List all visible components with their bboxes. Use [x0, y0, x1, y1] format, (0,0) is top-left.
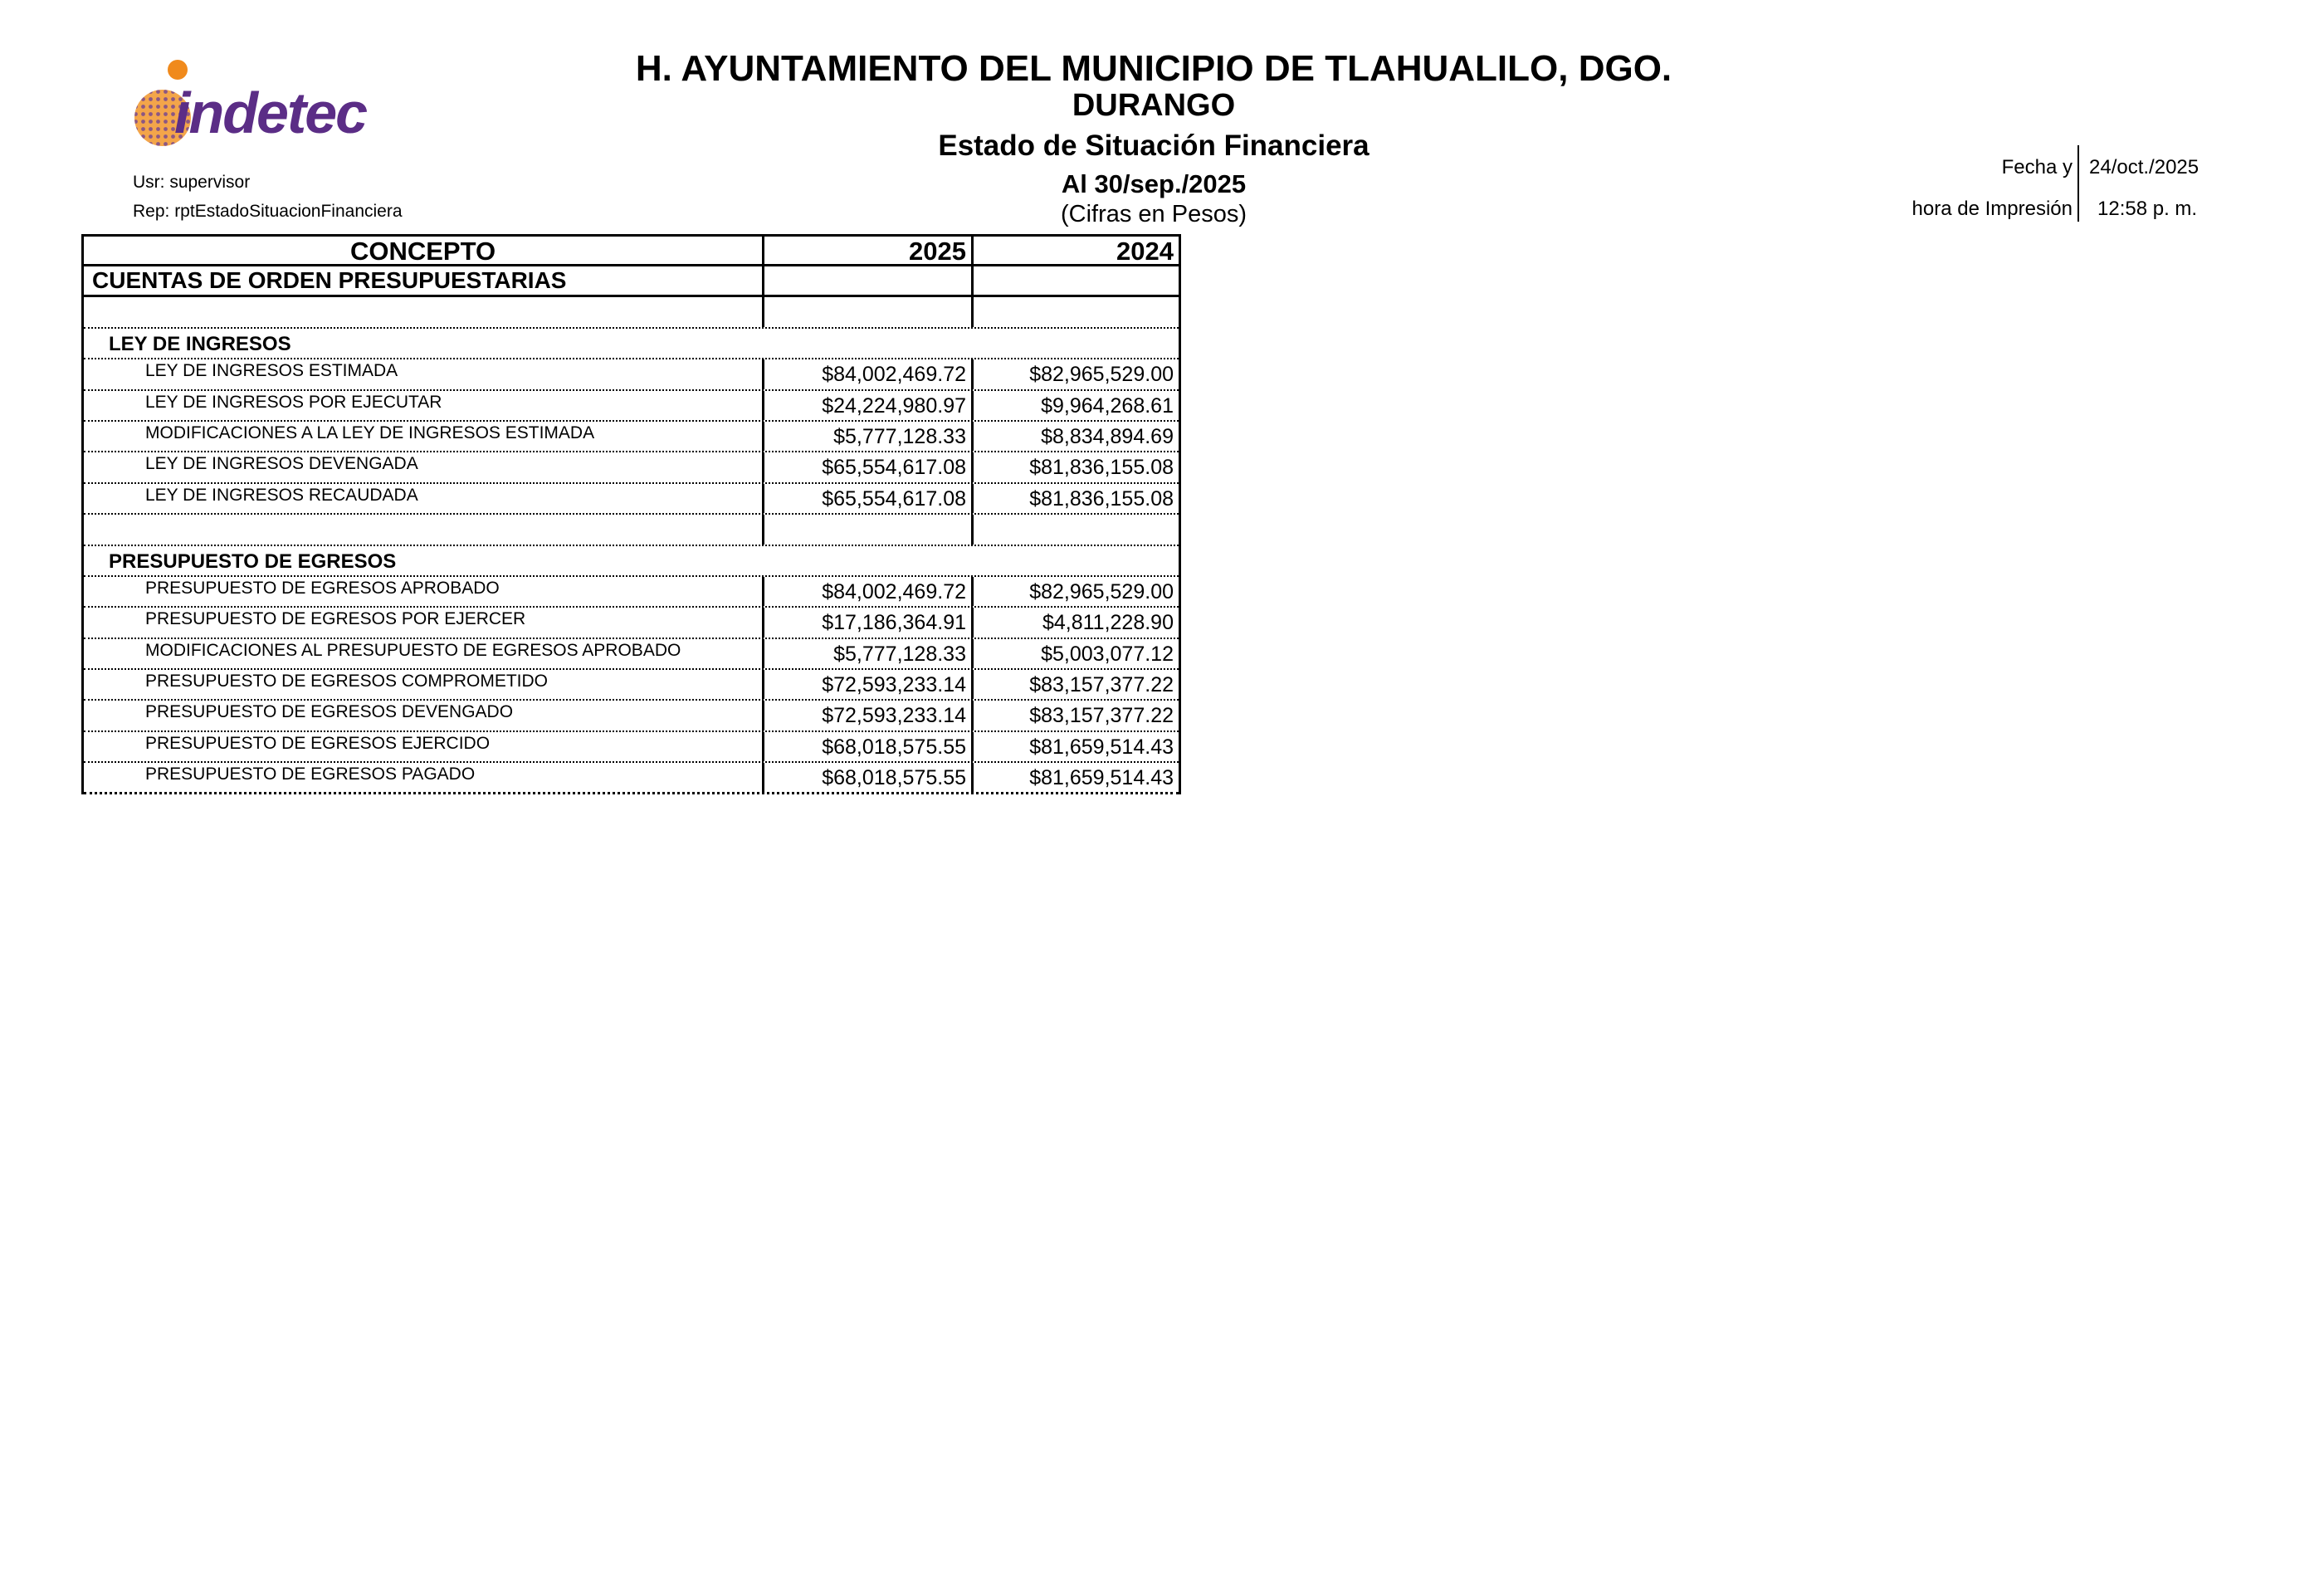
concept-cell: PRESUPUESTO DE EGRESOS COMPROMETIDO — [84, 670, 764, 699]
financial-table — [81, 234, 1181, 794]
section-row-ingresos — [84, 329, 1179, 359]
concept-cell: MODIFICACIONES A LA LEY DE INGRESOS ESTIMADA — [84, 422, 764, 451]
value-2025-cell: $84,002,469.72 — [764, 577, 974, 606]
concept-cell: LEY DE INGRESOS POR EJECUTAR — [84, 391, 764, 420]
column-header-2025: 2025 — [764, 237, 974, 264]
value-2025-cell: $65,554,617.08 — [764, 484, 974, 513]
print-date-divider — [2077, 145, 2079, 222]
value-2025-cell: $17,186,364.91 — [764, 608, 974, 637]
section-row-egresos — [84, 546, 1179, 577]
table-row — [84, 670, 1179, 701]
report-id-label: Rep: rptEstadoSituacionFinanciera — [133, 202, 403, 221]
concept-cell: PRESUPUESTO DE EGRESOS PAGADO — [84, 763, 764, 791]
value-2024-cell: $9,964,268.61 — [1041, 393, 1174, 418]
column-header-concepto: CONCEPTO — [84, 237, 764, 264]
value-2025-cell: $72,593,233.14 — [764, 701, 974, 730]
table-row — [84, 639, 1179, 670]
value-2025-cell: $68,018,575.55 — [764, 732, 974, 761]
value-2025-cell: $24,224,980.97 — [764, 391, 974, 420]
table-row — [84, 452, 1179, 483]
section-title: PRESUPUESTO DE EGRESOS — [109, 550, 397, 573]
table-row — [84, 763, 1179, 794]
table-row — [84, 608, 1179, 638]
table-row — [84, 732, 1179, 763]
table-row — [84, 701, 1179, 731]
value-2024-cell: $81,836,155.08 — [1029, 486, 1174, 511]
report-period: Al 30/sep./2025 — [1061, 169, 1247, 198]
print-time-value: 12:58 p. m. — [2097, 198, 2198, 220]
concept-cell: PRESUPUESTO DE EGRESOS DEVENGADO — [84, 701, 764, 730]
value-2025-cell: $65,554,617.08 — [764, 452, 974, 481]
blank-row — [84, 515, 1179, 545]
value-2024-cell: $82,965,529.00 — [1029, 579, 1174, 603]
logo-wordmark: indetec — [174, 81, 367, 145]
print-time-label: hora de Impresión — [1911, 198, 2073, 220]
value-2025-cell: $5,777,128.33 — [764, 639, 974, 668]
value-2024-cell: $81,836,155.08 — [1029, 456, 1174, 480]
category-row — [84, 266, 1179, 297]
section-title: LEY DE INGRESOS — [109, 332, 291, 355]
table-header-row — [84, 234, 1179, 266]
value-2025-cell: $5,777,128.33 — [764, 422, 974, 451]
concept-cell: LEY DE INGRESOS RECAUDADA — [84, 484, 764, 513]
user-label: Usr: supervisor — [133, 173, 251, 192]
table-row — [84, 484, 1179, 515]
municipality-title: H. AYUNTAMIENTO DEL MUNICIPIO DE TLAHUALILO, DGO. — [635, 48, 1672, 89]
column-header-2024: 2024 — [1116, 237, 1174, 266]
category-label: CUENTAS DE ORDEN PRESUPUESTARIAS — [84, 266, 764, 295]
value-2025-cell: $84,002,469.72 — [764, 359, 974, 388]
value-2024-cell: $83,157,377.22 — [1029, 673, 1174, 697]
state-title: DURANGO — [1072, 88, 1236, 123]
value-2024-cell: $83,157,377.22 — [1029, 704, 1174, 728]
value-2024-cell: $82,965,529.00 — [1029, 363, 1174, 387]
report-title: Estado de Situación Financiera — [938, 129, 1370, 162]
concept-cell: LEY DE INGRESOS ESTIMADA — [84, 359, 764, 388]
table-row — [84, 359, 1179, 390]
value-2024-cell: $8,834,894.69 — [1041, 424, 1174, 448]
print-date-value: 24/oct./2025 — [2089, 156, 2200, 178]
concept-cell: PRESUPUESTO DE EGRESOS POR EJERCER — [84, 608, 764, 637]
value-2025-cell: $72,593,233.14 — [764, 670, 974, 699]
value-2025-cell: $68,018,575.55 — [764, 763, 974, 791]
concept-cell: PRESUPUESTO DE EGRESOS APROBADO — [84, 577, 764, 606]
concept-cell: LEY DE INGRESOS DEVENGADA — [84, 452, 764, 481]
concept-cell: MODIFICACIONES AL PRESUPUESTO DE EGRESOS APROBADO — [84, 639, 764, 668]
print-date-label: Fecha y — [2001, 156, 2073, 178]
value-2024-cell: $4,811,228.90 — [1042, 611, 1174, 635]
table-row — [84, 577, 1179, 608]
table-row — [84, 391, 1179, 422]
table-row — [84, 422, 1179, 452]
value-2024-cell: $81,659,514.43 — [1029, 735, 1174, 759]
concept-cell: PRESUPUESTO DE EGRESOS EJERCIDO — [84, 732, 764, 761]
blank-row — [84, 297, 1179, 328]
value-2024-cell: $81,659,514.43 — [1029, 766, 1174, 790]
report-units: (Cifras en Pesos) — [1060, 201, 1247, 227]
value-2024-cell: $5,003,077.12 — [1041, 642, 1174, 666]
